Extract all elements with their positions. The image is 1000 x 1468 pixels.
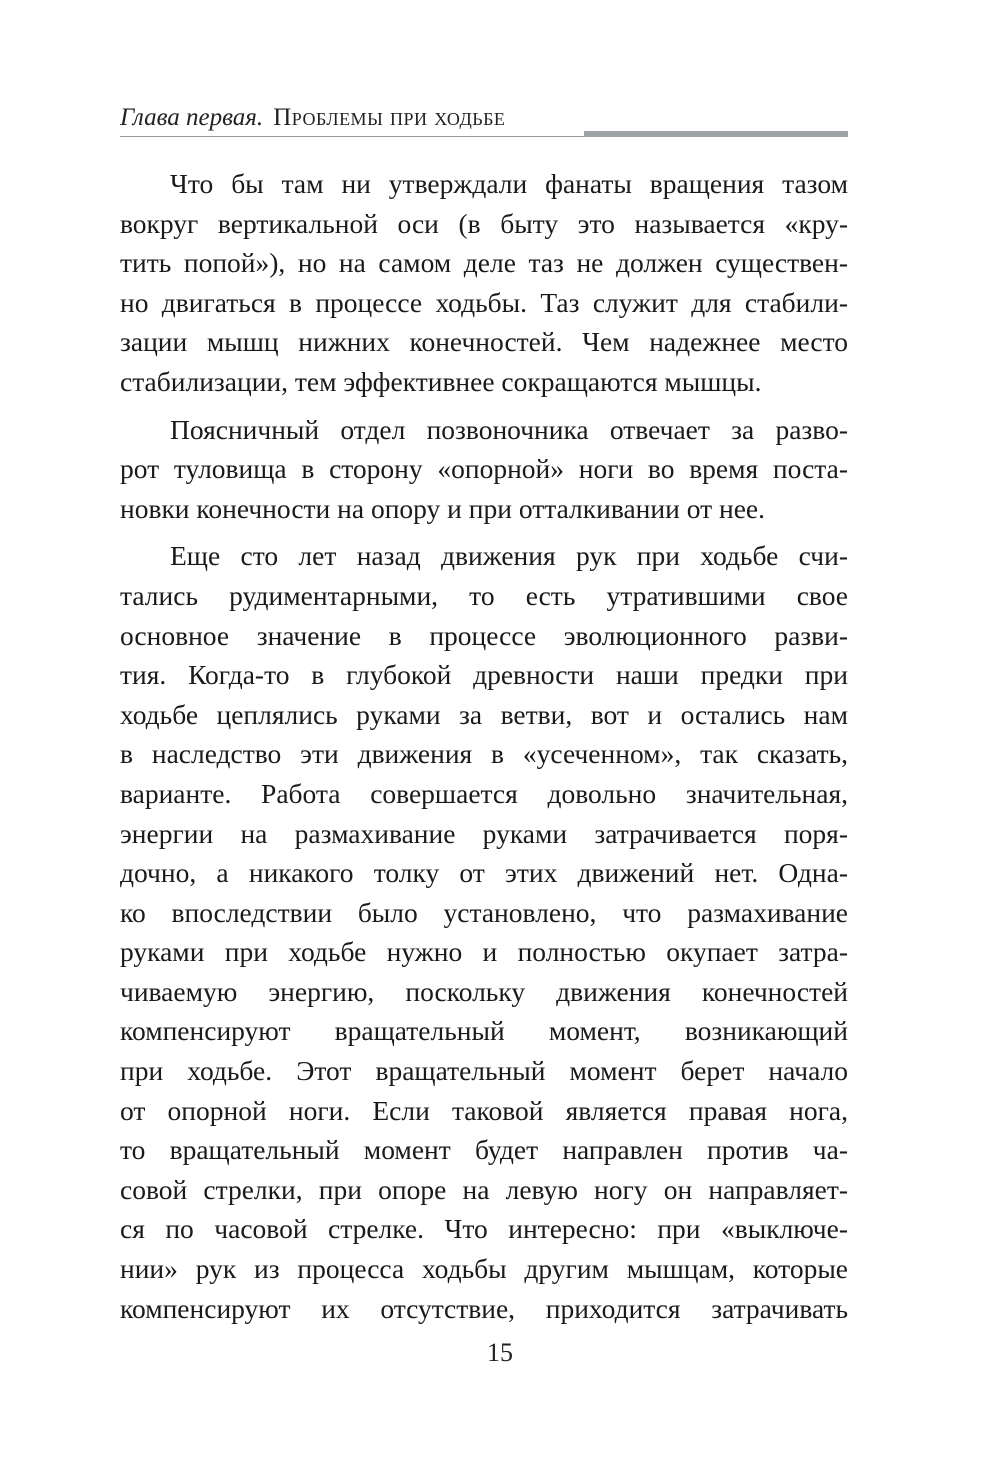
text-line: Еще сто лет назад движения рук при ходьбе счи- <box>170 540 848 572</box>
text-line: совой стрелки, при опоре на левую ногу он направляет- <box>120 1173 848 1205</box>
text-line: Поясничный отдел позвоночника отвечает за разво- <box>170 413 848 445</box>
text-line: новки конечности на опору и при отталкивании от нее. <box>120 492 765 524</box>
text-line: дочно, а никакого толку от этих движений нет. Одна- <box>120 857 848 889</box>
running-head-text <box>120 104 505 132</box>
text-line: компенсируют их отсутствие, приходится затрачивать <box>120 1292 848 1324</box>
paragraph-1 <box>120 164 848 402</box>
text-line: тия. Когда-то в глубокой древности наши предки при <box>120 659 848 691</box>
header-accent-bar <box>584 131 848 137</box>
text-line: в наследство эти движения в «усеченном», так сказать, <box>120 738 848 770</box>
text-line: рот туловища в сторону «опорной» ноги во время поста- <box>120 453 848 485</box>
text-line: но двигаться в процессе ходьбы. Таз служит для стабили- <box>120 286 848 318</box>
text-line: компенсируют вращательный момент, возникающий <box>120 1015 848 1047</box>
body-text <box>120 164 848 1328</box>
paragraph-3 <box>120 536 848 1328</box>
text-line: энергии на размахивание руками затрачивается поря- <box>120 817 848 849</box>
text-line: тить попой»), но на самом деле таз не должен существен- <box>120 247 848 279</box>
text-line: при ходьбе. Этот вращательный момент берет начало <box>120 1055 848 1087</box>
text-line: чиваемую энергию, поскольку движения конечностей <box>120 975 848 1007</box>
text-line: вокруг вертикальной оси (в быту это называется «кру- <box>120 207 848 239</box>
chapter-label: Глава первая. <box>120 104 264 131</box>
text-line: руками при ходьбе нужно и полностью окупает затра- <box>120 936 848 968</box>
text-line: варианте. Работа совершается довольно значительная, <box>120 777 848 809</box>
text-line: основное значение в процессе эволюционного разви- <box>120 619 848 651</box>
text-line: ся по часовой стрелке. Что интересно: при «выключе- <box>120 1213 848 1245</box>
text-line: зации мышц нижних конечностей. Чем надежнее место <box>120 326 848 358</box>
page-number: 15 <box>487 1338 513 1367</box>
text-line: ходьбе цеплялись руками за ветви, вот и остались нам <box>120 698 848 730</box>
text-line: нии» рук из процесса ходьбы другим мышцам, которые <box>120 1253 848 1285</box>
text-line: от опорной ноги. Если таковой является правая нога, <box>120 1094 848 1126</box>
text-line: тались рудиментарными, то есть утратившими свое <box>120 579 848 611</box>
text-line: то вращательный момент будет направлен против ча- <box>120 1134 848 1166</box>
chapter-title: Проблемы при ходьбе <box>273 104 506 131</box>
paragraph-2 <box>120 410 848 529</box>
text-line: ко впоследствии было установлено, что размахивание <box>120 896 848 928</box>
text-line: Что бы там ни утверждали фанаты вращения тазом <box>170 168 848 199</box>
text-line: стабилизации, тем эффективнее сокращаются мышцы. <box>120 365 762 397</box>
